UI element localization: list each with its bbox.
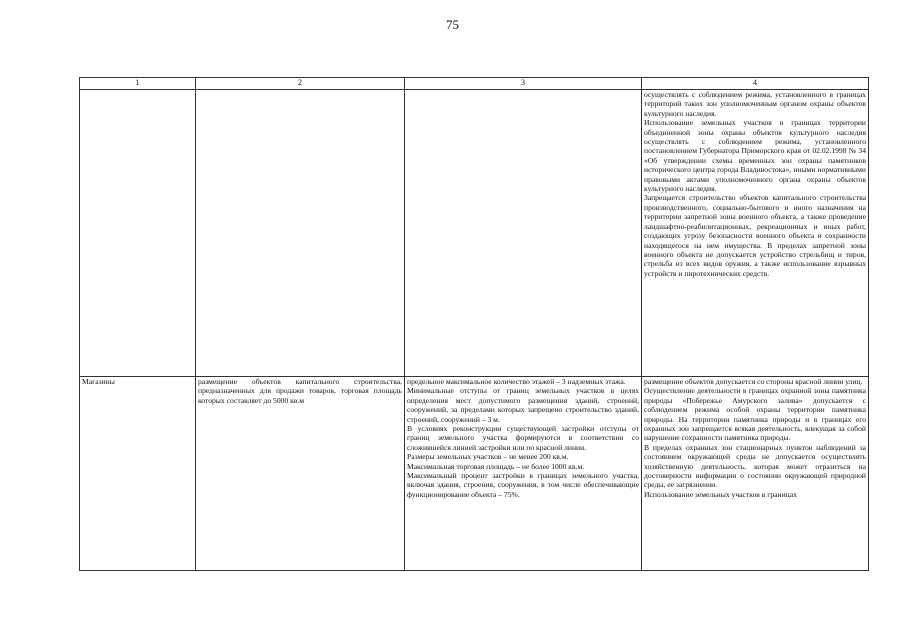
restriction-paragraph: В пределах охранных зон стационарных пунктов наблюдений за состоянием окружающей среды не допускается осуществлять хозяйственную деятельность, которая может отразиться на достоверности информации о состоянии окружающей природной среды, ее загрязнении.: [644, 442, 866, 490]
restriction-paragraph: размещение объектов допускается со стороны красной линии улиц.: [644, 377, 863, 386]
parameter-paragraph: Максимальная торговая площадь – не более 1000 кв.м.: [407, 461, 585, 471]
use-type-cell: Магазины: [80, 377, 196, 571]
parameter-paragraph: предельное максимальное количество этажей – 3 надземных этажа.: [407, 377, 626, 386]
zoning-table: [79, 77, 869, 571]
column-number-4: 4: [642, 78, 869, 90]
empty-cell: [196, 90, 405, 377]
restrictions-cell: [642, 90, 869, 377]
restriction-paragraph: Запрещается строительство объектов капитального строительства производственного, социально-бытового и иного назначения на территории запретной зоны военного объекта, а также проведение ландшафтно-реабилитационных, рекреационных и иных работ, создающих угрозу безопасности военного объекта и сохранности находящегося на нем имущества. В пределах запретной зоны военного объекта не допускается устройство стрельбищ и тиров, стрельба из всех видов оружия, а также использование взрывных устройств и пиротехнических средств.: [644, 193, 866, 278]
column-number-3: 3: [405, 78, 642, 90]
table-row-continued: [80, 90, 869, 377]
parameter-paragraph: Минимальные отступы от границ земельных участков в целях определения мест допустимого размещения зданий, строений, сооружений, за пределами которых запрещено строительство зданий, строений, сооружений – 3 м.: [407, 386, 639, 424]
restrictions-cell: [642, 377, 869, 571]
parameter-paragraph: Размеры земельных участков – не менее 200 кв.м.: [407, 452, 569, 462]
parameters-cell: [405, 377, 642, 571]
use-description-cell: размещение объектов капитального строительства, предназначенных для продажи товаров, торговая площадь которых составляет до 5000 кв.м: [196, 377, 405, 571]
restriction-paragraph: Осуществление деятельности в границах охранной зоны памятника природы «Побережье Амурского залива» допускается с соблюдением режима особой охраны территории памятника природы. На территории памятника природы и в границах его охранных зон запрещается всякая деятельность, влекущая за собой нарушение сохранности памятника природы.: [644, 386, 866, 443]
restriction-paragraph: Использование земельных участков в границах: [644, 489, 797, 499]
empty-cell: [405, 90, 642, 377]
page-number: 75: [446, 17, 459, 32]
table-row-stores: [80, 377, 869, 571]
parameter-paragraph: Максимальный процент застройки в границах земельного участка, включая здания, строения, сооружения, в том числе обеспечивающие функционирование объекта – 75%.: [407, 471, 639, 499]
restriction-paragraph: осуществлять с соблюдением режима, установленного в границах территорий таких зон уполномоченным органом охраны объектов культурного наследия.: [644, 90, 866, 118]
parameter-paragraph: В условиях реконструкции существующей застройки отступы от границ земельного участка формируются в соответствии со сложившейся линией застройки или по красной линии.: [407, 424, 639, 452]
column-number-1: 1: [80, 78, 196, 90]
restriction-paragraph: Использование земельных участков в границах территории объединенной зоны охраны объектов культурного наследия осуществлять с соблюдением режима, установленного постановлением Губернатора Приморского края от 02.02.1998 № 34 «Об утверждении схемы временных зон охраны памятников исторического центра города Владивостока», иными нормативными правовыми актами уполномоченного органа охраны объектов культурного наследия.: [644, 118, 866, 194]
empty-cell: [80, 90, 196, 377]
table-header-row: [80, 78, 869, 90]
column-number-2: 2: [196, 78, 405, 90]
